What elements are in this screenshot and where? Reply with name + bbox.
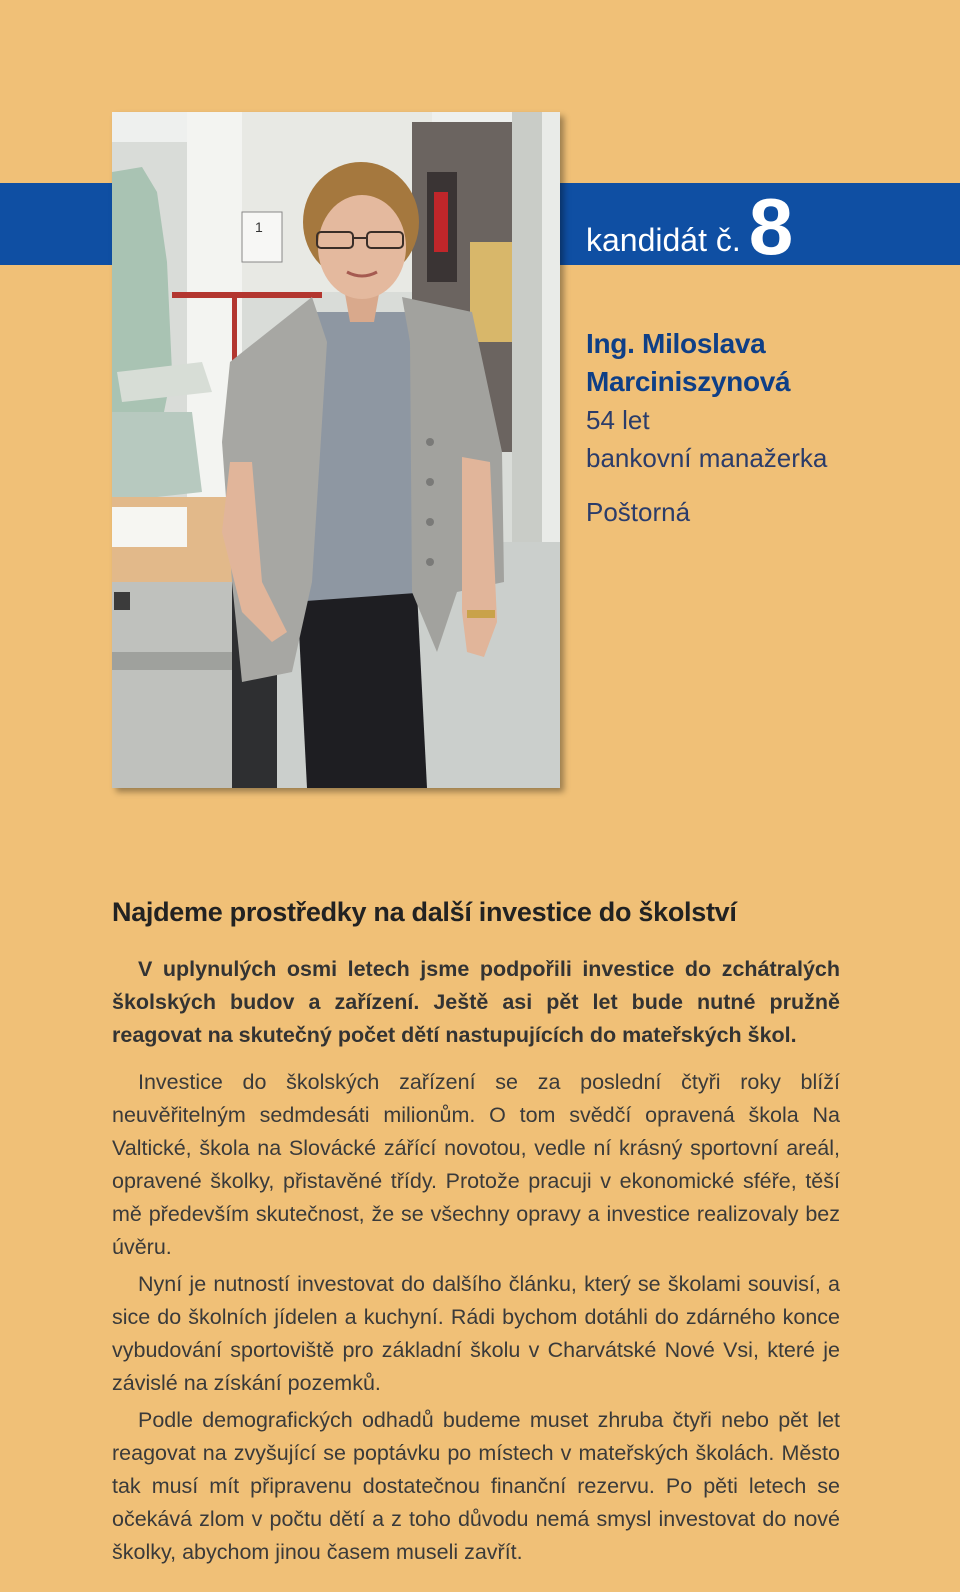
article — [112, 895, 840, 1573]
candidate-info — [586, 325, 946, 531]
article-paragraph-1: Investice do školských zařízení se za poslední čtyři roky blíží neuvěřitelným sedmdesáti milionům. O tom svědčí opravená škola Na Valtické, škola na Slovácké zářící novotou, vedle ní krásný sportovní areál, opravené školky, přistavěné třídy. Protože pracuji v ekonomické sféře, těší mě především skutečnost, že se všechny opravy a investice realizovaly bez úvěru. — [112, 1070, 840, 1259]
candidate-photo — [112, 112, 560, 788]
header-band-left — [0, 183, 112, 265]
candidate-place: Poštorná — [586, 497, 691, 527]
candidate-name-line2: Marciniszynová — [586, 366, 791, 397]
article-lead: V uplynulých osmi letech jsme podpořili investice do zchátralých školských budov a zařízení. Ještě asi pět let bude nutné pružně reagovat na skutečný počet dětí nastupujících do mateřských škol. — [112, 957, 840, 1047]
article-paragraph-3: Podle demografických odhadů budeme muset zhruba čtyři nebo pět let reagovat na zvyšující se poptávku po místech v mateřských školách. Město tak musí mít připravenu dostatečnou finanční rezervu. Po pěti letech se očekává zlom v počtu dětí a z toho důvodu nemá smysl investovat do nové školky, abychom jinou časem museli zavřít. — [112, 1408, 840, 1564]
candidate-profession: bankovní manažerka — [586, 443, 828, 473]
candidate-number: 8 — [748, 182, 794, 271]
article-headline: Najdeme prostředky na další investice do školství — [112, 897, 737, 927]
candidate-name-line1: Ing. Miloslava — [586, 328, 766, 359]
candidate-age: 54 let — [586, 405, 650, 435]
candidate-portrait-photo — [112, 112, 560, 788]
sign-number: 1 — [255, 219, 263, 235]
article-paragraph-2: Nyní je nutností investovat do dalšího článku, který se školami souvisí, a sice do školních jídelen a kuchyní. Rádi bychom dotáhli do zdárného konce vybudování sportoviště pro základní školu v Charvátské Nové Vsi, které je závislé na získání pozemků. — [112, 1272, 840, 1395]
candidate-label: kandidát č. — [586, 222, 741, 258]
candidate-number-label — [586, 182, 794, 271]
